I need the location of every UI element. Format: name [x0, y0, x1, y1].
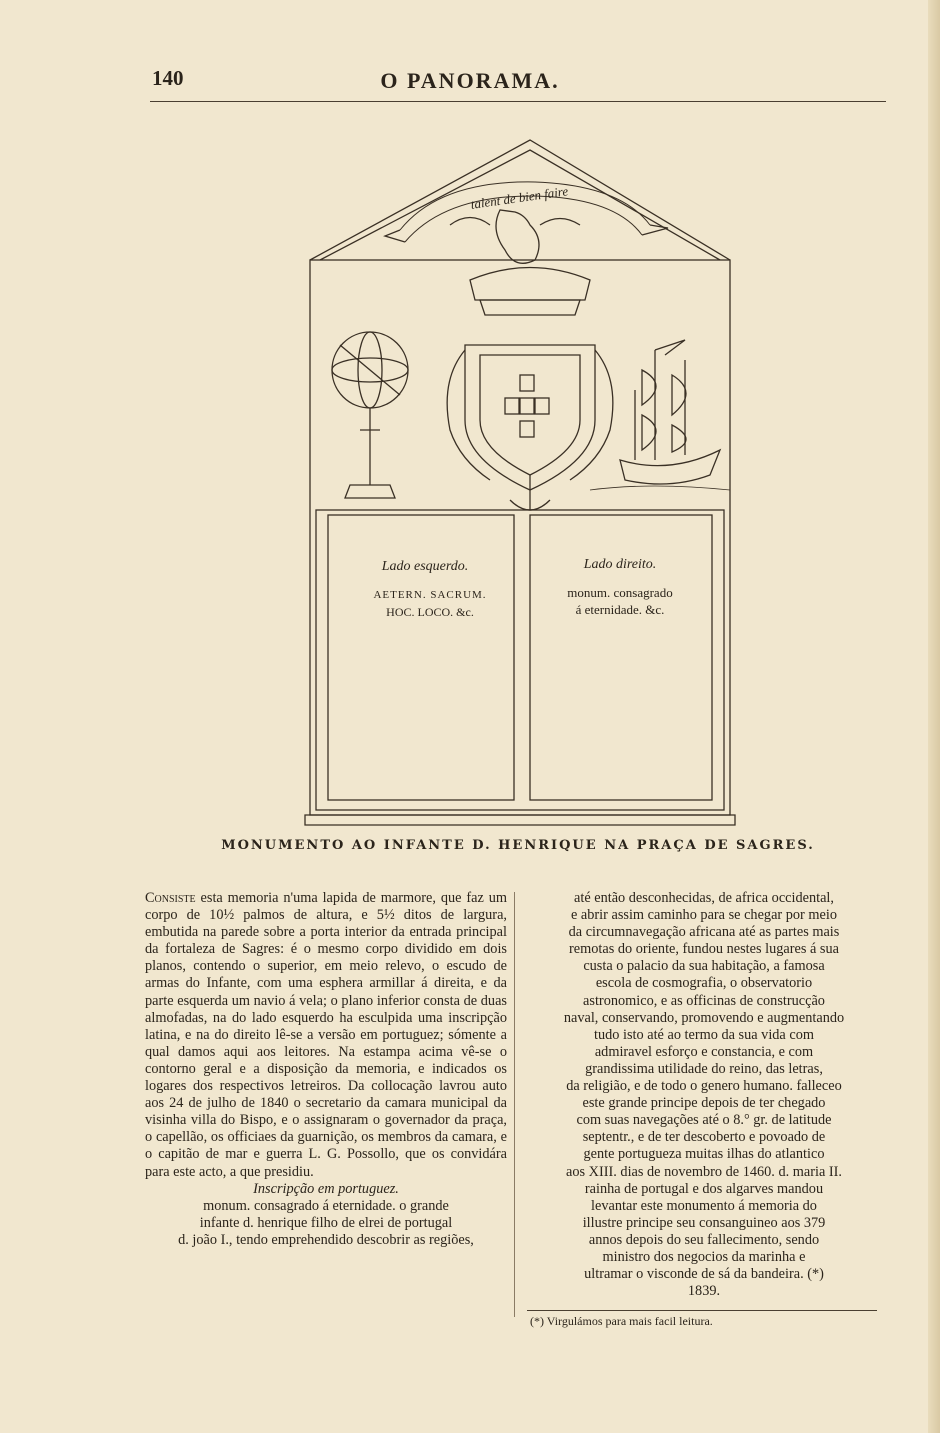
inscription-line: monum. consagrado á eternidade. o grande: [203, 1197, 449, 1214]
inscription-line: tudo isto até ao termo da sua vida com: [594, 1026, 814, 1043]
inscription-line: ultramar o visconde de sá da bandeira. (*): [584, 1266, 824, 1283]
inscription-line: septentr., e de ter descoberto e povoado de: [582, 1129, 826, 1146]
crown-icon: [470, 268, 590, 301]
monument-engraving: [290, 130, 740, 830]
inscription-line: da religião, e de todo o genero humano. falleceo: [566, 1078, 842, 1095]
inscription-line: admiravel esforço e constancia, e com: [594, 1043, 814, 1060]
right-panel-line-2: á eternidade. &c.: [575, 602, 665, 617]
article-paragraph: [145, 890, 507, 1181]
inscription-line: illustre principe seu consanguineo aos 379: [582, 1214, 826, 1231]
masthead-title: O PANORAMA.: [380, 68, 560, 93]
inscription-line: d. joão I., tendo emprehendido descobrir as regiões,: [178, 1231, 474, 1248]
inscription-left-lines: [145, 1198, 507, 1249]
column-divider: [514, 892, 515, 1317]
inscription-line: custa o palacio da sua habitação, a famosa: [583, 958, 825, 975]
inscription-line: remotas do oriente, fundou nestes lugares á sua: [569, 941, 839, 958]
right-panel-line-1: monum. consagrado: [567, 585, 673, 600]
coat-of-arms-shield: [465, 345, 595, 490]
inscription-line: gente portugueza muitas ilhas do atlantico: [583, 1146, 825, 1163]
inscription-heading: Inscripção em portuguez.: [253, 1180, 399, 1197]
left-panel-frame: [328, 515, 514, 800]
inscription-line: ministro dos negocios da marinha e: [602, 1248, 806, 1265]
inscription-line: annos depois do seu fallecimento, sendo: [588, 1231, 820, 1248]
lead-word: Consiste: [145, 890, 196, 906]
left-panel-heading: Lado esquerdo.: [381, 559, 469, 574]
inscription-line: até então desconhecidas, de africa occidental,: [574, 890, 834, 906]
figure-caption: MONUMENTO AO INFANTE D. HENRIQUE NA PRAÇA DE SAGRES.: [221, 838, 815, 853]
inscription-line: 1839.: [687, 1283, 721, 1300]
inscription-right-lines: [527, 890, 881, 1300]
motto-text: talent de bien faire: [469, 183, 569, 212]
inscription-line: este grande principe depois de ter chegado: [582, 1095, 826, 1112]
right-panel-heading: Lado direito.: [583, 557, 657, 572]
page-edge: [928, 0, 940, 1433]
left-panel-line-1: AETERN. SACRUM.: [373, 589, 487, 601]
crest-dragon: [496, 210, 539, 263]
article-right-column: [527, 890, 881, 1300]
footnote: (*) Virgulámos para mais facil leitura.: [530, 1314, 713, 1328]
article-body: esta memoria n'uma lapida de marmore, que faz um corpo de 10½ palmos de altura, e 5½ ditos de largura, embutida na parede sobre a porta interior da entrada principal da fortaleza de Sagres: é o mesmo corpo dividido em dois planos, contendo o superior, em meio relevo, o escudo de armas do Infante, com uma esphera armillar á direita, e da parte esquerda um navio á vela; o plano inferior consta de duas almofadas, na do lado esquerdo ha esculpida uma inscripção latina, e na do direito lê-se a versão em portuguez; sómente a qual damos aqui aos leitores. Na estampa acima vê-se o contorno geral e a disposição da memoria, e indicados os logares dos respectivos letreiros. Da collocação lavrou auto aos 24 de julho de 1840 o secretario da camara municipal da visinha villa do Bispo, e o assignaram o governador da praça, o capellão, os officiaes da guarnição, os membros da camara, e o capitão de mar e guerra L. G. Possollo, que os convidára para este acto, a que presidiu.: [145, 890, 507, 1180]
inscription-line: escola de cosmografia, o observatorio: [595, 975, 813, 992]
sailing-ship-icon: [590, 340, 730, 490]
inscription-line: levantar este monumento á memoria do: [591, 1197, 817, 1214]
inscription-line: com suas navegações até o 8.° gr. de latitude: [576, 1112, 832, 1129]
article-left-column: [145, 890, 507, 1249]
inscription-line: aos XIII. dias de novembro de 1460. d. maria II.: [566, 1163, 842, 1180]
page-number: 140: [152, 66, 184, 90]
inscription-line: rainha de portugal e dos algarves mandou: [584, 1180, 824, 1197]
left-panel-line-2: HOC. LOCO. &c.: [386, 605, 474, 619]
inscription-line: naval, conservando, promovendo e augmentando: [563, 1009, 845, 1026]
monument-frame: [310, 260, 730, 815]
inscription-line: astronomico, e as officinas de construcção: [583, 992, 825, 1009]
inscription-line: e abrir assim caminho para se chegar por meio: [571, 907, 837, 924]
inscription-line: grandissima utilidade do reino, das letras,: [585, 1060, 823, 1077]
footnote-rule: [527, 1310, 877, 1311]
inscription-line: da circumnavegação africana até as partes mais: [568, 924, 840, 941]
inscription-line: infante d. henrique filho de elrei de portugal: [199, 1214, 453, 1231]
header-rule: [150, 101, 886, 102]
